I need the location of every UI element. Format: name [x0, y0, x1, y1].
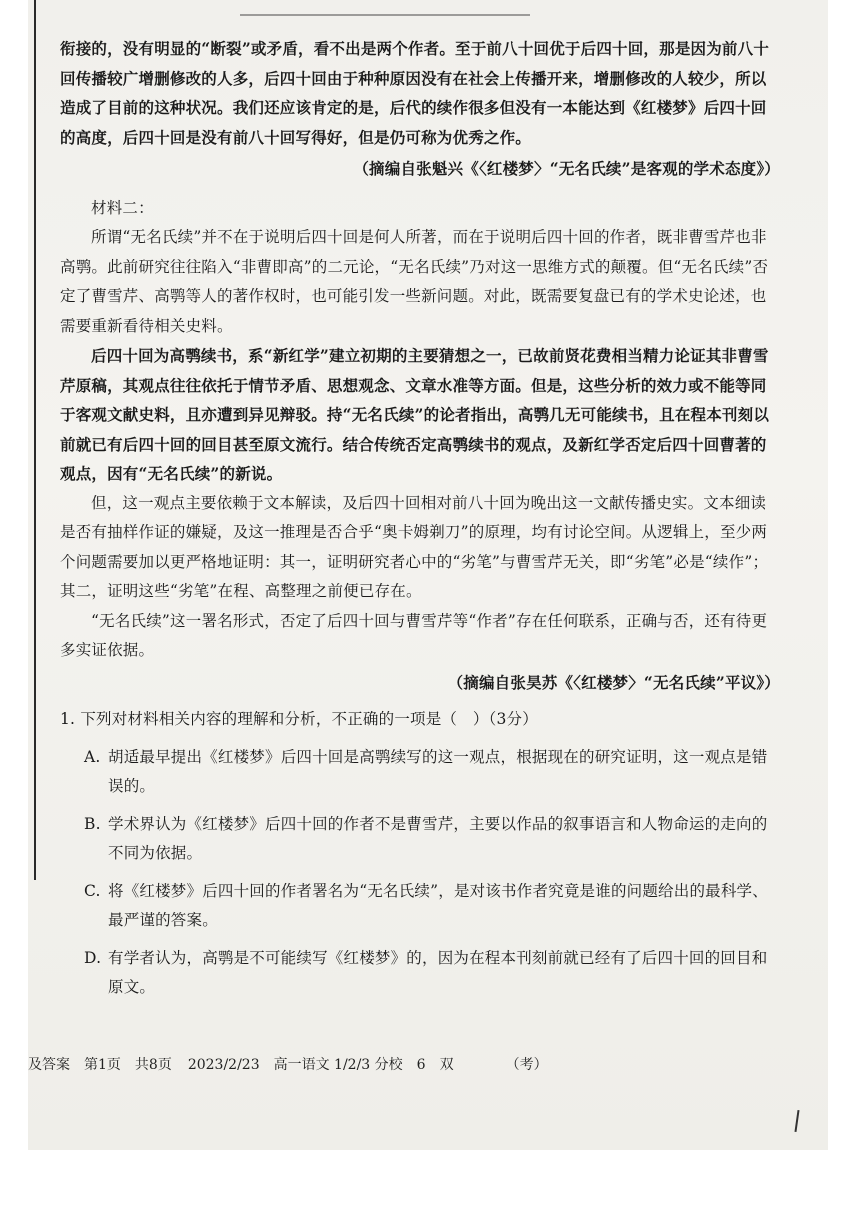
option-text: 有学者认为，高鹗是不可能续写《红楼梦》的，因为在程本刊刻前就已经有了后四十回的回目和原文。: [108, 948, 768, 996]
footer-page-info: 及答案 第1页 共8页: [28, 1057, 172, 1073]
material2-source: （摘编自张昊苏《〈红楼梦〉“无名氏续”平议》）: [447, 672, 780, 692]
option-letter: D.: [84, 948, 102, 967]
material2-paragraph-3: 但，这一观点主要依赖于文本解读，及后四十回相对前八十回为晚出这一文献传播史实。文本细读是否有抽样作证的嫌疑，及这一推理是否合乎“奥卡姆剃刀”的原理，均有讨论空间。从逻辑上，至少两个问题需要加以更严格地证明：其一，证明研究者心中的“劣笔”与曹雪芹无关，即“劣笔”必是“续作”；其二，证明这些“劣笔”在程、高整理之前便已存在。: [60, 493, 769, 600]
option-b: [84, 810, 780, 869]
material2-paragraph-4: “无名氏续”这一署名形式，否定了后四十回与曹雪芹等“作者”存在任何联系，正确与否，还有待更多实证依据。: [60, 611, 768, 659]
material2-paragraph-2: 后四十回为高鹗续书，系“新红学”建立初期的主要猜想之一，已故前贤花费相当精力论证其非曹雪芹原稿，其观点往往依托于情节矛盾、思想观念、文章水准等方面。但是，这些分析的效力或不能等同于客观文献史料，且亦遭到异见辩驳。持“无名氏续”的论者指出，高鹗几无可能续书，且在程本刊刻以前就已有后四十回的回目甚至原文流行。结合传统否定高鹗续书的观点，及新红学否定后四十回曹著的观点，因有“无名氏续”的新说。: [60, 346, 770, 483]
option-text: 胡适最早提出《红楼梦》后四十回是高鹗续写的这一观点，根据现在的研究证明，这一观点是错误的。: [108, 747, 768, 795]
material2-heading: 材料二：: [91, 198, 154, 217]
option-a: [84, 743, 780, 802]
material2-paragraph-1: 所谓“无名氏续”并不在于说明后四十回是何人所著，而在于说明后四十回的作者，既非曹雪芹也非高鹗。此前研究往往陷入“非曹即高”的二元论，“无名氏续”乃对这一思维方式的颠覆。但“无名氏续”否定了曹雪芹、高鹗等人的著作权时，也可能引发一些新问题。对此，既需要复盘已有的学术史论述，也需要重新看待相关史料。: [60, 228, 769, 335]
page-footer: [28, 1054, 728, 1074]
material1-paragraph: 衔接的，没有明显的“断裂”或矛盾，看不出是两个作者。至于前八十回优于后四十回，那是因为前八十回传播较广增删修改的人多，后四十回由于种种原因没有在社会上传播开来，增删修改的人较少，所以造成了目前的这种状况。我们还应该肯定的是，后代的续作很多但没有一本能达到《红楼梦》后四十回的高度，后四十回是没有前八十回写得好，但是仍可称为优秀之作。: [60, 39, 770, 147]
option-text: 将《红楼梦》后四十回的作者署名为“无名氏续”，是对该书作者究竟是谁的问题给出的最科学、最严谨的答案。: [108, 881, 768, 929]
scan-artifact: [240, 14, 530, 26]
page-edge-line: [34, 0, 36, 880]
question-1-stem: 1. 下列对材料相关内容的理解和分析，不正确的一项是（ ）（3分）: [60, 710, 538, 728]
option-text: 学术界认为《红楼梦》后四十回的作者不是曹雪芹，主要以作品的叙事语言和人物命运的走向的不同为依据。: [108, 814, 768, 862]
option-letter: B.: [84, 814, 101, 833]
passage-content: [60, 34, 780, 1003]
footer-mark: （考）: [505, 1057, 548, 1073]
material1-source: （摘编自张魁兴《〈红楼梦〉“无名氏续”是客观的学术态度》）: [353, 159, 780, 178]
option-d: [84, 944, 780, 1003]
option-letter: C.: [84, 881, 101, 900]
option-c: [84, 877, 780, 936]
footer-exam-info: 2023/2/23 高一语文 1/2/3 分校 6 双: [187, 1057, 454, 1073]
option-letter: A.: [84, 747, 101, 766]
